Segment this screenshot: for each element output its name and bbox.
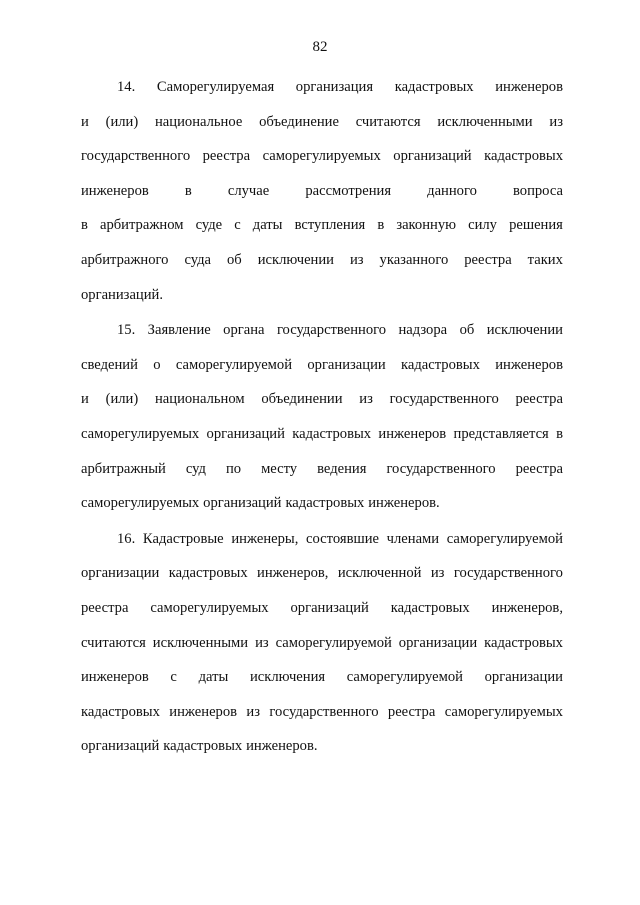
document-body [81,72,563,766]
paragraph-15 [81,315,563,523]
text-line: 16. Кадастровые инженеры, состоявшие членами саморегулируемой [117,530,563,547]
text-line: саморегулируемых организаций кадастровых инженеров. [81,495,440,512]
text-line: организации кадастровых инженеров, исключенной из государственного [81,565,563,582]
text-line: инженеров с даты исключения саморегулируемой организации [81,669,563,686]
text-line: арбитражный суд по месту ведения государственного реестра [81,460,563,477]
text-line: арбитражного суда об исключении из указанного реестра таких [81,251,563,268]
text-line: сведений о саморегулируемой организации кадастровых инженеров [81,356,563,373]
text-line: реестра саморегулируемых организаций кадастровых инженеров, [81,599,563,616]
text-line: государственного реестра саморегулируемых организаций кадастровых [81,148,563,165]
text-line: организаций кадастровых инженеров. [81,738,318,755]
text-line: 15. Заявление органа государственного надзора об исключении [117,322,563,339]
text-line: в арбитражном суде с даты вступления в законную силу решения [81,217,563,234]
text-line: организаций. [81,286,163,303]
text-line: саморегулируемых организаций кадастровых инженеров представляется в [81,425,563,442]
text-line: и (или) национальное объединение считаются исключенными из [81,113,563,130]
text-line: инженеров в случае рассмотрения данного вопроса [81,182,563,199]
paragraph-16 [81,524,563,766]
text-line: кадастровых инженеров из государственного реестра саморегулируемых [81,703,563,720]
text-line: 14. Саморегулируемая организация кадастровых инженеров [117,79,563,95]
paragraph-14 [81,72,563,314]
text-line: и (или) национальном объединении из государственного реестра [81,391,563,408]
text-line: считаются исключенными из саморегулируемой организации кадастровых [81,634,563,651]
page-number: 82 [312,39,328,55]
